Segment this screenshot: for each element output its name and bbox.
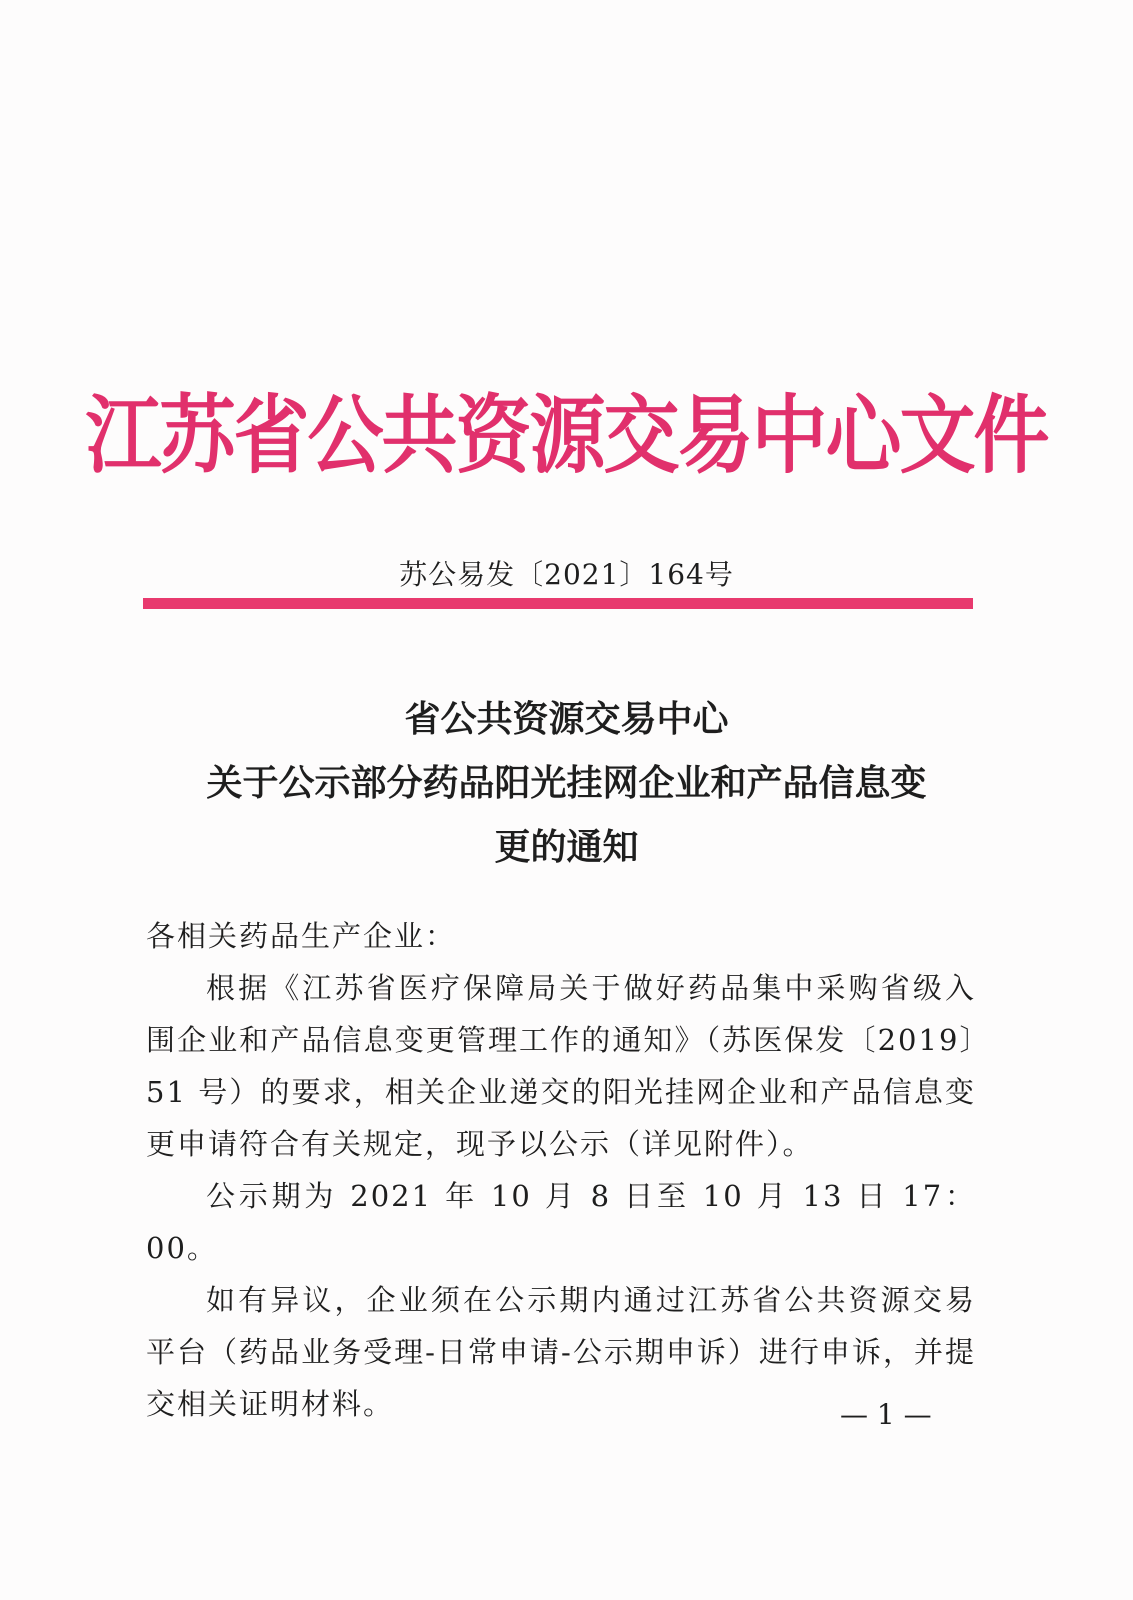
notice-title — [0, 688, 1133, 880]
body-paragraph-objection: 如有异议，企业须在公示期内通过江苏省公共资源交易平台（药品业务受理-日常申请-公示期申诉）进行申诉，并提交相关证明材料。 — [146, 1283, 976, 1421]
document-number: 苏公易发〔2021〕164号 — [399, 558, 734, 591]
notice-body — [146, 910, 976, 1430]
notice-title-line-2: 关于公示部分药品阳光挂网企业和产品信息变 — [206, 763, 927, 804]
red-separator-rule — [143, 598, 973, 609]
body-paragraph-basis: 根据《江苏省医疗保障局关于做好药品集中采购省级入围企业和产品信息变更管理工作的通知》（苏医保发〔2019〕51 号）的要求，相关企业递交的阳光挂网企业和产品信息变更申请符合有关规定，现予以公示（详见附件）。 — [146, 971, 976, 1161]
page-number: — 1 — — [840, 1398, 932, 1431]
notice-title-line-1: 省公共资源交易中心 — [404, 699, 729, 740]
body-paragraph-period: 公示期为 2021 年 10 月 8 日至 10 月 13 日 17：00。 — [146, 1179, 976, 1265]
notice-title-line-3: 更的通知 — [494, 827, 639, 868]
salutation: 各相关药品生产企业： — [146, 919, 457, 953]
agency-header-title: 江苏省公共资源交易中心文件 — [85, 385, 1048, 486]
